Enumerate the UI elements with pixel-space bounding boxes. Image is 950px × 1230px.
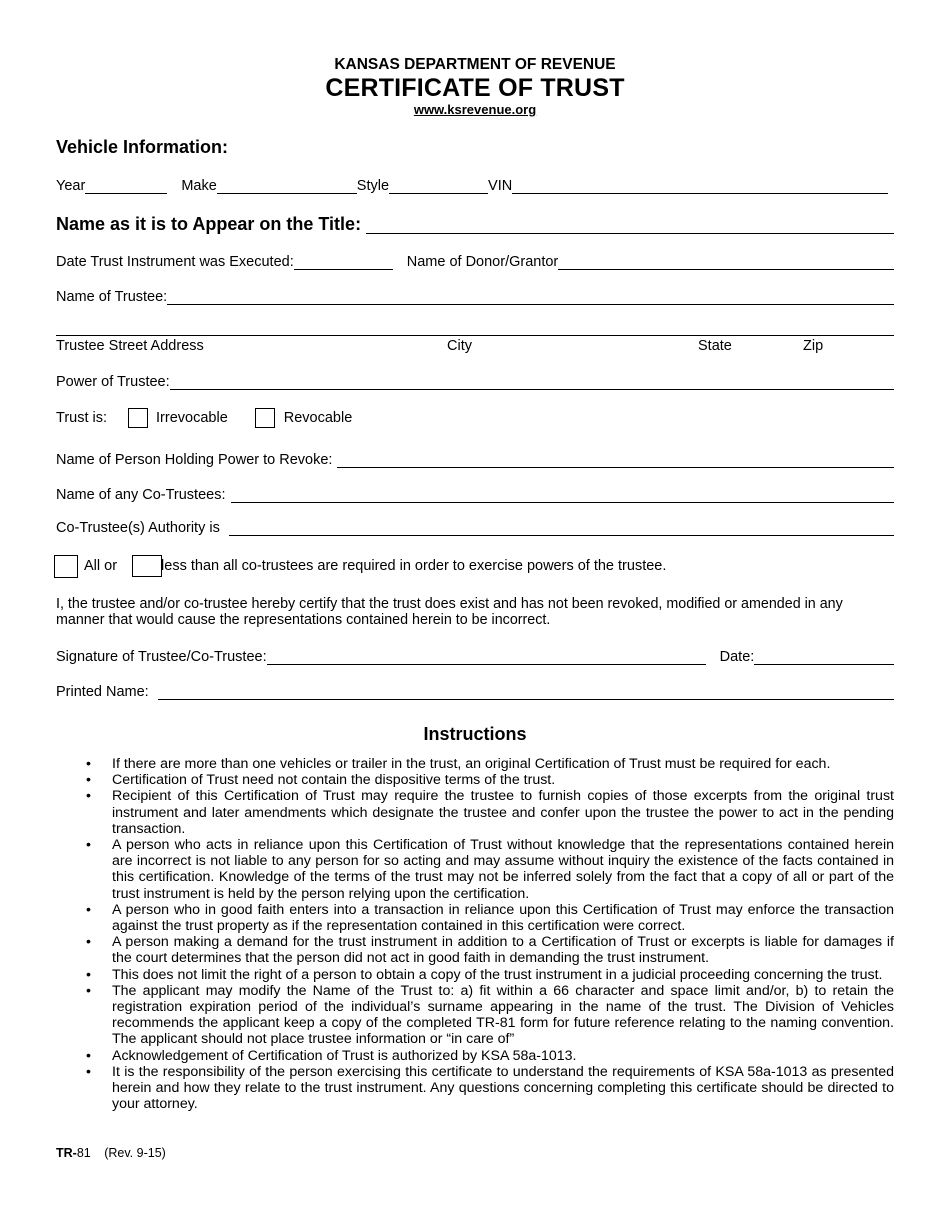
co-trustees-label: Name of any Co-Trustees: bbox=[56, 487, 226, 503]
title-name-row bbox=[56, 212, 894, 234]
form-number: 81 bbox=[76, 1146, 91, 1160]
printed-name-label: Printed Name: bbox=[56, 684, 149, 700]
form-revision: (Rev. 9-15) bbox=[104, 1146, 166, 1160]
signature-row bbox=[56, 645, 894, 665]
co-trustee-authority-label: Co-Trustee(s) Authority is bbox=[56, 520, 220, 536]
make-field[interactable] bbox=[217, 180, 357, 194]
vin-field[interactable] bbox=[512, 180, 888, 194]
donor-field[interactable] bbox=[558, 256, 894, 270]
printed-name-field[interactable] bbox=[158, 686, 894, 700]
instructions-list bbox=[56, 756, 894, 1112]
instruction-item: • A person making a demand for the trust instrument in addition to a Certification of Trust or excerpts is liable for damages if the court determines that the person did not act in good faith in demanding the trust instrument. bbox=[56, 934, 894, 966]
instruction-item: • A person who in good faith enters into a transaction in reliance upon this Certification of Trust may enforce the transaction against the trust property as if the representation contained in this certification were correct. bbox=[56, 902, 894, 934]
vehicle-info-row bbox=[56, 174, 894, 194]
power-of-trustee-label: Power of Trustee: bbox=[56, 374, 170, 390]
printed-name-row bbox=[56, 680, 894, 700]
trustee-address-field[interactable] bbox=[56, 335, 894, 336]
instructions-heading: Instructions bbox=[423, 724, 527, 744]
power-of-trustee-row bbox=[56, 370, 894, 390]
form-title: CERTIFICATE OF TRUST bbox=[325, 74, 625, 102]
date-executed-label: Date Trust Instrument was Executed: bbox=[56, 254, 294, 270]
power-of-trustee-field[interactable] bbox=[170, 376, 894, 390]
certification-statement: I, the trustee and/or co-trustee hereby certify that the trust does exist and has not been revoked, modified or amended in any manner that would cause the representations contained herein to be incorrect. bbox=[56, 596, 843, 628]
form-header bbox=[0, 56, 950, 118]
all-checkbox[interactable] bbox=[54, 555, 78, 578]
instruction-item: • Recipient of this Certification of Trust may require the trustee to furnish copies of those excerpts from the original trust instrument and later amendments which designate the trustee and confer upon the trustee the power to act in the pending transaction. bbox=[56, 788, 894, 837]
agency-name: KANSAS DEPARTMENT OF REVENUE bbox=[334, 56, 616, 73]
co-trustee-authority-row bbox=[56, 516, 894, 536]
power-to-revoke-field[interactable] bbox=[337, 454, 894, 468]
instruction-item: • Acknowledgement of Certification of Trust is authorized by KSA 58a-1013. bbox=[56, 1048, 894, 1064]
co-trustee-authority-field[interactable] bbox=[229, 522, 894, 536]
city-label: City bbox=[447, 338, 472, 354]
all-or-label: All or bbox=[84, 558, 118, 574]
revocable-label: Revocable bbox=[283, 410, 353, 426]
instruction-item: • This does not limit the right of a person to obtain a copy of the trust instrument in a judicial proceeding concerning the trust. bbox=[56, 967, 894, 983]
form-number-prefix: TR- bbox=[56, 1146, 77, 1160]
instruction-item: • A person who acts in reliance upon this Certification of Trust without knowledge that the representations contained herein are incorrect is not liable to any person for so acting and may assume without inquiry the existence of the facts contained in this certification. Knowledge of the terms of the trust may not be inferred solely from the fact that a copy of all or part of the trust instrument is held by the person relying upon the certification. bbox=[56, 837, 894, 902]
trust-type-row bbox=[56, 406, 352, 430]
title-name-label: Name as it is to Appear on the Title: bbox=[56, 214, 362, 234]
irrevocable-checkbox[interactable] bbox=[128, 408, 148, 428]
trustee-name-row bbox=[56, 285, 894, 305]
vin-label: VIN bbox=[488, 178, 513, 194]
agency-url[interactable]: www.ksrevenue.org bbox=[413, 102, 537, 117]
instruction-item: • It is the responsibility of the person exercising this certificate to understand the requirements of KSA 58a-1013 as presented herein and how they relate to the trust instrument. Any questions concerning completing this certificate should be directed to your attorney. bbox=[56, 1064, 894, 1113]
trustee-name-field[interactable] bbox=[167, 291, 894, 305]
instruction-item: • If there are more than one vehicles or trailer in the trust, an original Certification of Trust must be required for each. bbox=[56, 756, 894, 772]
year-field[interactable] bbox=[85, 180, 167, 194]
less-than-all-label: less than all co-trustees are required in order to exercise powers of the trustee. bbox=[161, 558, 667, 574]
instruction-item: • Certification of Trust need not contain the dispositive terms of the trust. bbox=[56, 772, 894, 788]
donor-label: Name of Donor/Grantor bbox=[406, 254, 559, 270]
street-address-label: Trustee Street Address bbox=[56, 338, 204, 354]
date-field[interactable] bbox=[754, 651, 894, 665]
instruction-item: • The applicant may modify the Name of the Trust to: a) fit within a 66 character and space limit and/or, b) to retain the registration expiration period of the individual’s surname appearing in the name of the trust. The Division of Vehicles recommends the applicant keep a copy of the completed TR-81 form for future reference relating to the naming convention. The applicant should not place trustee information or “in care of” bbox=[56, 983, 894, 1048]
date-executed-field[interactable] bbox=[294, 256, 393, 270]
trustee-name-label: Name of Trustee: bbox=[56, 289, 168, 305]
power-to-revoke-label: Name of Person Holding Power to Revoke: bbox=[56, 452, 333, 468]
power-to-revoke-row bbox=[56, 448, 894, 468]
zip-label: Zip bbox=[803, 338, 824, 354]
make-label: Make bbox=[181, 178, 217, 194]
co-trustees-row bbox=[56, 483, 894, 503]
co-trustee-requirement-row bbox=[54, 554, 666, 578]
less-than-all-checkbox[interactable] bbox=[132, 555, 162, 577]
co-trustees-field[interactable] bbox=[231, 489, 895, 503]
title-name-field[interactable] bbox=[366, 220, 894, 234]
date-label: Date: bbox=[719, 649, 755, 665]
trustee-address-labels bbox=[56, 338, 894, 356]
year-label: Year bbox=[56, 178, 86, 194]
state-label: State bbox=[698, 338, 732, 354]
signature-label: Signature of Trustee/Co-Trustee: bbox=[56, 649, 267, 665]
style-label: Style bbox=[356, 178, 390, 194]
irrevocable-label: Irrevocable bbox=[156, 410, 228, 426]
revocable-checkbox[interactable] bbox=[255, 408, 275, 428]
signature-field[interactable] bbox=[267, 651, 706, 665]
style-field[interactable] bbox=[389, 180, 488, 194]
trust-is-label: Trust is: bbox=[56, 410, 108, 426]
trust-date-row bbox=[56, 250, 894, 270]
vehicle-info-heading: Vehicle Information: bbox=[56, 137, 229, 157]
form-footer bbox=[56, 1146, 166, 1160]
